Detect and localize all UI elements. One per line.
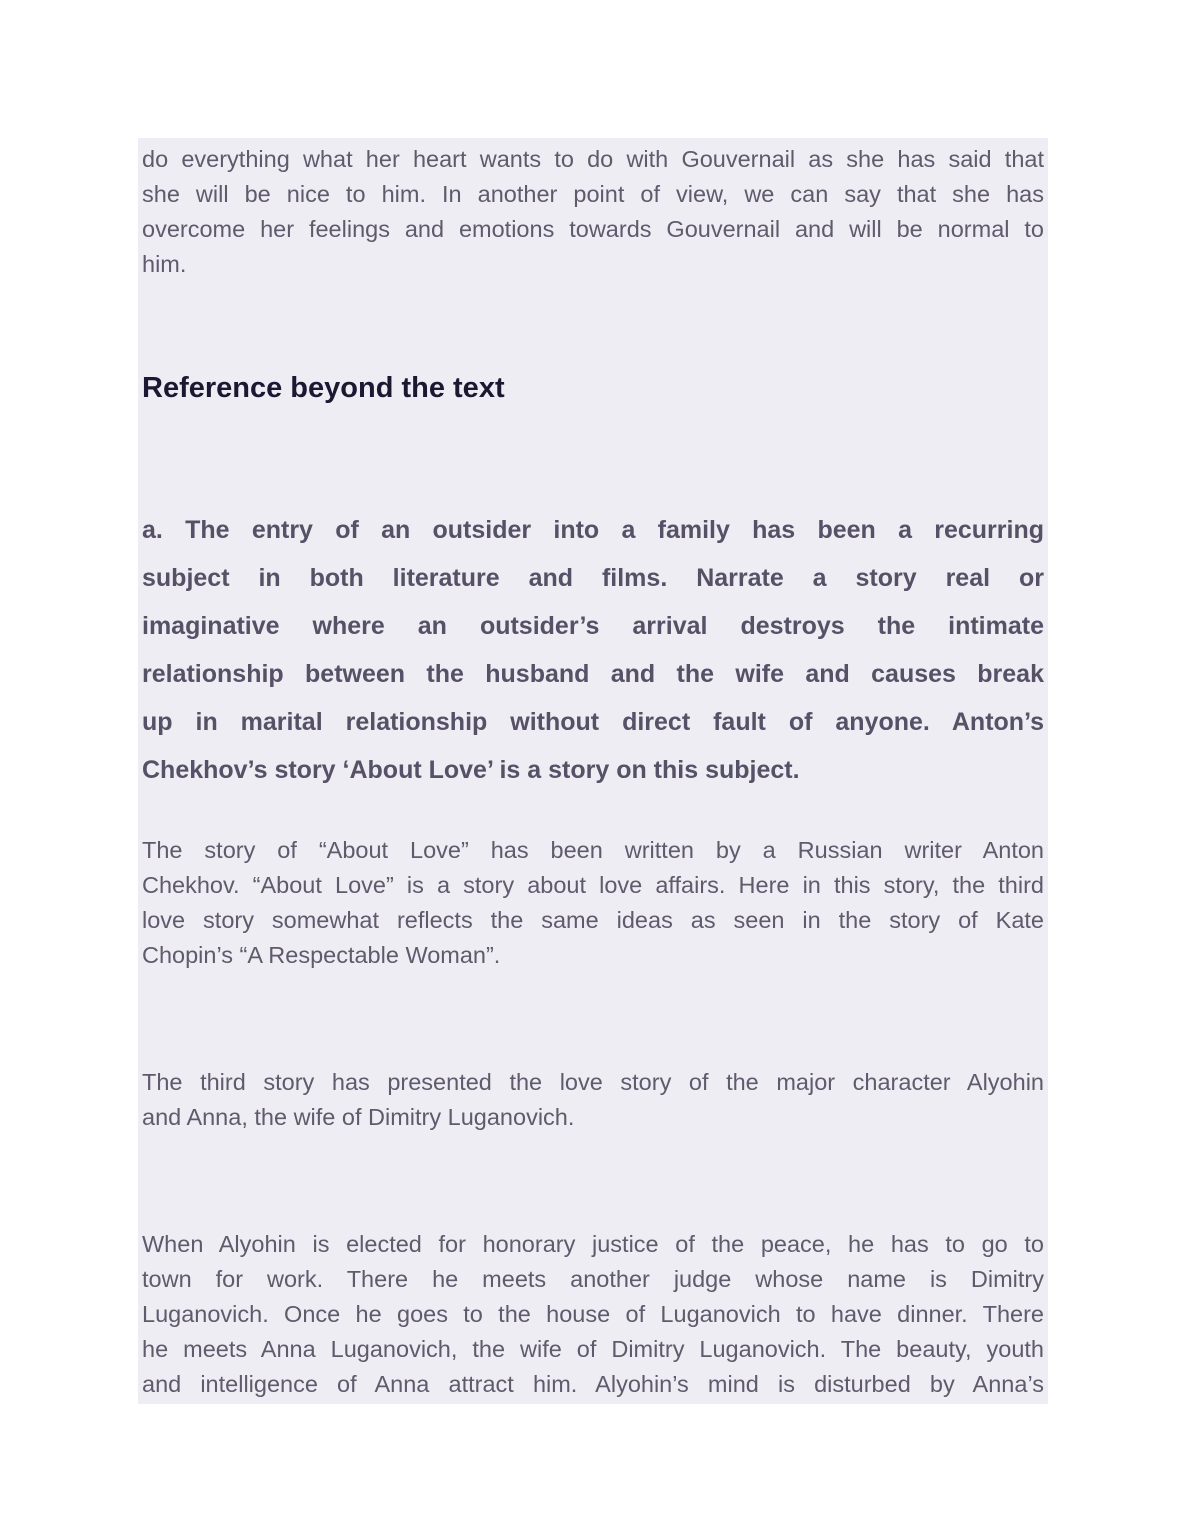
- text-line: and Anna, the wife of Dimitry Luganovich.: [142, 1104, 575, 1130]
- text-line: he meets Anna Luganovich, the wife of Dimitry Luganovich. The beauty, youth: [142, 1336, 1044, 1362]
- text-line: The third story has presented the love story of the major character Alyohin: [142, 1069, 1044, 1095]
- text-line: When Alyohin is elected for honorary justice of the peace, he has to go to: [142, 1231, 1044, 1257]
- text-line: relationship between the husband and the wife and causes break: [142, 660, 1044, 688]
- text-line: overcome her feelings and emotions towards Gouvernail and will be normal to: [142, 216, 1044, 242]
- paragraph-about-love: [142, 833, 1044, 973]
- text-line: a. The entry of an outsider into a family has been a recurring: [142, 516, 1044, 544]
- text-line: Chekhov. “About Love” is a story about love affairs. Here in this story, the third: [142, 872, 1044, 898]
- text-line: do everything what her heart wants to do with Gouvernail as she has said that: [142, 146, 1044, 172]
- text-line: The story of “About Love” has been written by a Russian writer Anton: [142, 837, 1044, 863]
- question-paragraph-outsider-entry: [142, 506, 1044, 794]
- text-line: imaginative where an outsider’s arrival destroys the intimate: [142, 612, 1044, 640]
- text-line: subject in both literature and films. Narrate a story real or: [142, 564, 1044, 592]
- text-line: love story somewhat reflects the same ideas as seen in the story of Kate: [142, 907, 1044, 933]
- paragraph-third-story: [142, 1065, 1044, 1135]
- paragraph-overcome-feelings: [142, 142, 1044, 282]
- text-line: him.: [142, 251, 187, 277]
- text-line: Chekhov’s story ‘About Love’ is a story on this subject.: [142, 756, 800, 784]
- section-heading-reference-beyond-the-text: Reference beyond the text: [142, 372, 505, 404]
- text-line: up in marital relationship without direct fault of anyone. Anton’s: [142, 708, 1044, 736]
- text-line: she will be nice to him. In another point of view, we can say that she has: [142, 181, 1044, 207]
- paragraph-when-alyohin: [142, 1227, 1044, 1402]
- text-line: town for work. There he meets another judge whose name is Dimitry: [142, 1266, 1044, 1292]
- text-line: Chopin’s “A Respectable Woman”.: [142, 942, 501, 968]
- highlighted-text-block: [138, 138, 1048, 1404]
- text-line: and intelligence of Anna attract him. Alyohin’s mind is disturbed by Anna’s: [142, 1371, 1044, 1397]
- text-line: Luganovich. Once he goes to the house of Luganovich to have dinner. There: [142, 1301, 1044, 1327]
